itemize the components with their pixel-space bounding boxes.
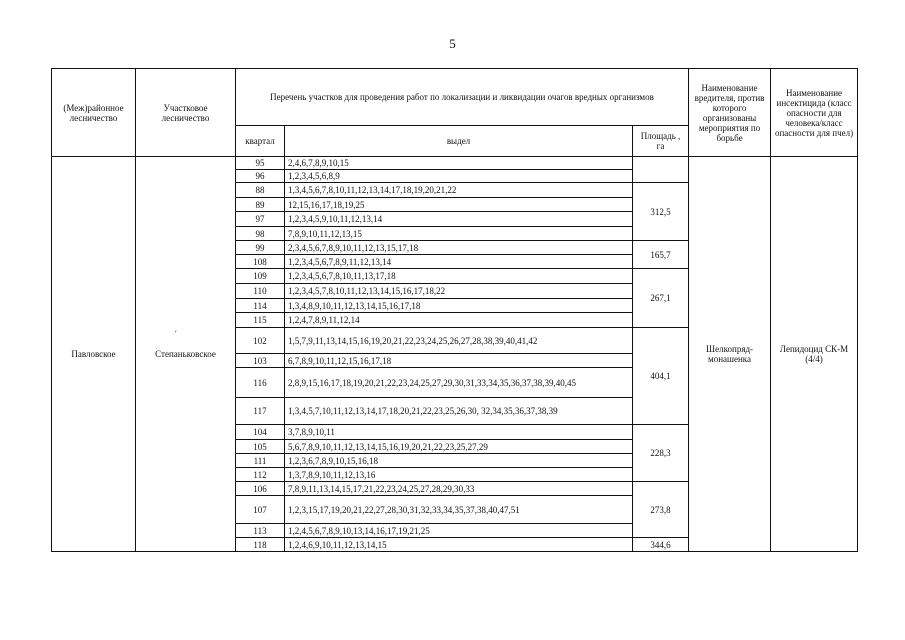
allotment-cell: 7,8,9,11,13,14,15,17,21,22,23,24,25,27,28,29,30,33 — [285, 482, 633, 496]
insecticide-cell: Лепидоцид СК-М (4/4) — [771, 157, 858, 552]
quarter-cell: 106 — [236, 482, 285, 496]
quarter-cell: 96 — [236, 170, 285, 183]
allotment-cell: 1,2,4,6,9,10,11,12,13,14,15 — [285, 538, 633, 552]
quarter-cell: 112 — [236, 468, 285, 482]
allotment-cell: 7,8,9,10,11,12,13,15 — [285, 227, 633, 241]
quarter-cell: 116 — [236, 368, 285, 398]
quarter-cell: 88 — [236, 183, 285, 198]
quarter-cell: 98 — [236, 227, 285, 241]
allotment-cell: 1,3,4,8,9,10,11,12,13,14,15,16,17,18 — [285, 299, 633, 313]
quarter-cell: 89 — [236, 198, 285, 212]
header-quarter: квартал — [236, 126, 285, 157]
area-cell: 273,8 — [633, 482, 689, 538]
quarter-cell: 114 — [236, 299, 285, 313]
allotment-cell: 1,2,3,4,5,6,7,8,9,11,12,13,14 — [285, 255, 633, 269]
quarter-cell: 95 — [236, 157, 285, 170]
subdistrict-name: Степаньковское — [155, 349, 216, 359]
quarter-cell: 107 — [236, 496, 285, 524]
quarter-cell: 103 — [236, 354, 285, 368]
quarter-cell: 117 — [236, 398, 285, 425]
quarter-cell: 110 — [236, 284, 285, 299]
header-area: Площадь , га — [633, 126, 689, 157]
allotment-cell: 5,6,7,8,9,10,11,12,13,14,15,16,19,20,21,22,23,25,27,29 — [285, 440, 633, 454]
allotment-cell: 1,2,3,4,5,7,8,10,11,12,13,14,15,16,17,18,22 — [285, 284, 633, 299]
allotment-cell: 2,4,6,7,8,9,10,15 — [285, 157, 633, 170]
header-plots-list: Перечень участков для проведения работ по локализации и ликвидации очагов вредных организмов — [236, 69, 689, 126]
header-allotment: выдел — [285, 126, 633, 157]
allotment-cell: 2,3,4,5,6,7,8,9,10,11,12,13,15,17,18 — [285, 241, 633, 255]
area-cell: 165,7 — [633, 241, 689, 269]
allotment-cell: 1,2,3,6,7,8,9,10,15,16,18 — [285, 454, 633, 468]
district-cell: Павловское — [52, 157, 136, 552]
allotment-cell: 1,2,3,4,5,6,7,8,10,11,13,17,18 — [285, 269, 633, 284]
allotment-cell: 1,2,3,4,5,9,10,11,12,13,14 — [285, 212, 633, 227]
quarter-cell: 118 — [236, 538, 285, 552]
allotment-cell: 1,5,7,9,11,13,14,15,16,19,20,21,22,23,24,25,26,27,28,38,39,40,41,42 — [285, 328, 633, 354]
quarter-cell: 113 — [236, 524, 285, 538]
allotment-cell: 1,3,4,5,6,7,8,10,11,12,13,14,17,18,19,20,21,22 — [285, 183, 633, 198]
allotment-cell: 1,2,3,15,17,19,20,21,22,27,28,30,31,32,33,34,35,37,38,40,47,51 — [285, 496, 633, 524]
allotment-cell: 6,7,8,9,10,11,12,15,16,17,18 — [285, 354, 633, 368]
header-district: (Меж)районное лесничество — [52, 69, 136, 157]
quarter-cell: 97 — [236, 212, 285, 227]
allotment-cell: 1,2,4,5,6,7,8,9,10,13,14,16,17,19,21,25 — [285, 524, 633, 538]
quarter-cell: 104 — [236, 425, 285, 440]
allotment-cell: 1,3,4,5,7,10,11,12,13,14,17,18,20,21,22,23,25,26,30, 32,34,35,36,37,38,39 — [285, 398, 633, 425]
allotment-cell: 1,2,4,7,8,9,11,12,14 — [285, 313, 633, 328]
area-cell: 312,5 — [633, 183, 689, 241]
allotment-cell: 1,2,3,4,5,6,8,9 — [285, 170, 633, 183]
area-cell: 404,1 — [633, 328, 689, 425]
plots-table — [51, 68, 858, 552]
quarter-cell: 109 — [236, 269, 285, 284]
pest-cell: Шелкопряд-монашенка — [689, 157, 771, 552]
quarter-cell: 111 — [236, 454, 285, 468]
header-insecticide: Наименование инсектицида (класс опасности для человека/класс опасности для пчел) — [771, 69, 858, 157]
stray-mark: ' — [175, 329, 177, 339]
quarter-cell: 115 — [236, 313, 285, 328]
allotment-cell: 2,8,9,15,16,17,18,19,20,21,22,23,24,25,27,29,30,31,33,34,35,36,37,38,39,40,45 — [285, 368, 633, 398]
quarter-cell: 105 — [236, 440, 285, 454]
allotment-cell: 3,7,8,9,10,11 — [285, 425, 633, 440]
area-cell: 228,3 — [633, 425, 689, 482]
quarter-cell: 99 — [236, 241, 285, 255]
allotment-cell: 12,15,16,17,18,19,25 — [285, 198, 633, 212]
area-cell: 344,6 — [633, 538, 689, 552]
header-pest: Наименование вредителя, против которого организованы мероприятия по борьбе — [689, 69, 771, 157]
quarter-cell: 102 — [236, 328, 285, 354]
subdistrict-cell — [136, 157, 236, 552]
allotment-cell: 1,3,7,8,9,10,11,12,13,16 — [285, 468, 633, 482]
area-cell-empty — [633, 157, 689, 183]
quarter-cell: 108 — [236, 255, 285, 269]
page-number: 5 — [449, 36, 456, 51]
area-cell: 267,1 — [633, 269, 689, 328]
header-subdistrict: Участковое лесничество — [136, 69, 236, 157]
